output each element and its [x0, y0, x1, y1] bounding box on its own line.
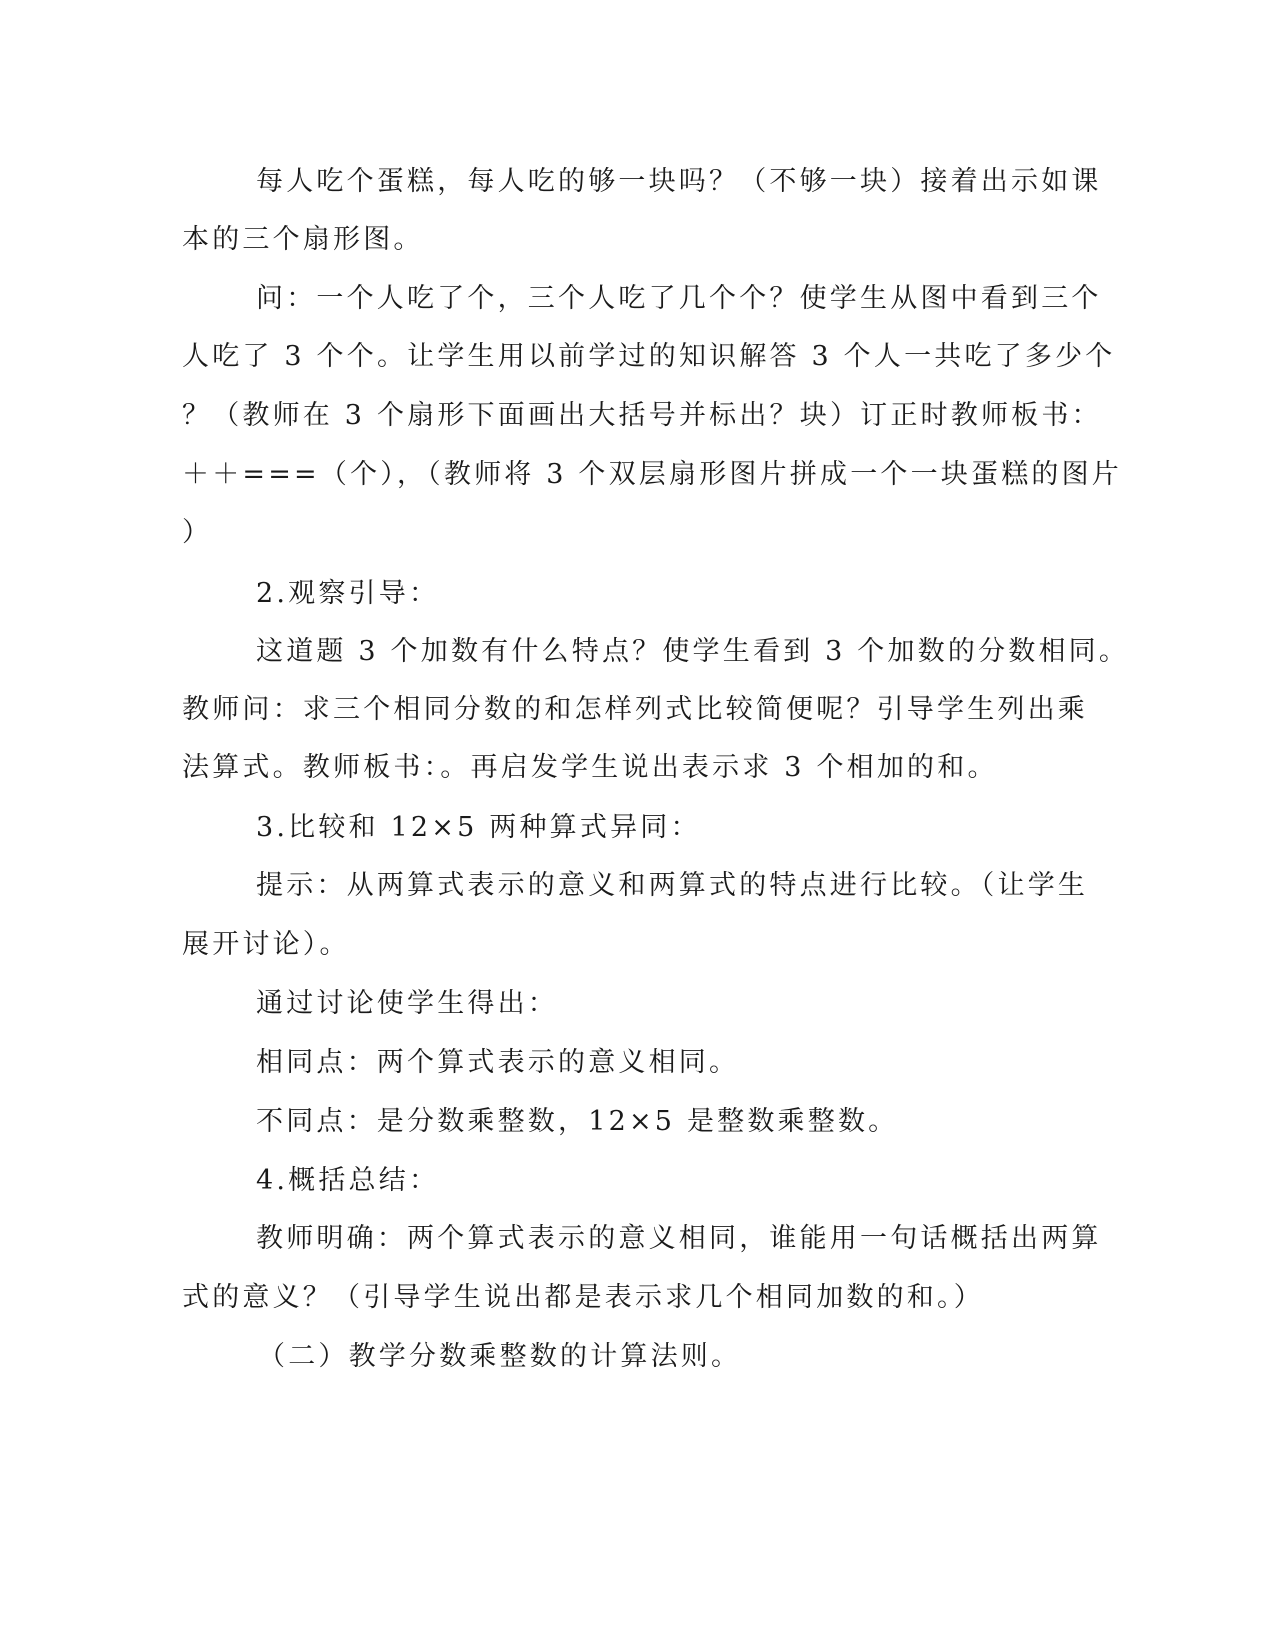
text-line: 这道题 3 个加数有什么特点？使学生看到 3 个加数的分数相同。 — [256, 636, 1130, 667]
text-line: 不同点：是分数乘整数，12×5 是整数乘整数。 — [256, 1106, 899, 1137]
text-line: 人吃了 3 个个。让学生用以前学过的知识解答 3 个人一共吃了多少个 — [182, 341, 1116, 372]
text-line: 每人吃个蛋糕，每人吃的够一块吗？（不够一块）接着出示如课 — [256, 166, 1102, 197]
section-heading: （二）教学分数乘整数的计算法则。 — [258, 1341, 742, 1372]
text-line: 式的意义？（引导学生说出都是表示求几个相同加数的和。） — [182, 1282, 984, 1313]
text-line: 本的三个扇形图。 — [182, 224, 424, 255]
text-line: 教师明确：两个算式表示的意义相同，谁能用一句话概括出两算 — [256, 1223, 1102, 1254]
text-line: 相同点：两个算式表示的意义相同。 — [256, 1047, 740, 1078]
section-heading: 3.比较和 12×5 两种算式异同： — [256, 812, 701, 843]
text-line: ？（教师在 3 个扇形下面画出大括号并标出？块）订正时教师板书： — [182, 400, 1102, 431]
text-line: 通过讨论使学生得出： — [256, 988, 558, 1019]
text-line: 法算式。教师板书：。再启发学生说出表示求 3 个相加的和。 — [182, 752, 998, 783]
text-line: 教师问：求三个相同分数的和怎样列式比较简便呢？引导学生列出乘 — [182, 694, 1088, 725]
section-heading: 4.概括总结： — [256, 1165, 440, 1196]
section-heading: 2.观察引导： — [256, 578, 440, 609]
text-line: ＋＋===（个），（教师将 3 个双层扇形图片拼成一个一块蛋糕的图片 — [182, 459, 1123, 490]
text-line: 提示：从两算式表示的意义和两算式的特点进行比较。（让学生 — [256, 870, 1089, 901]
text-line: 展开讨论）。 — [182, 929, 350, 960]
text-line: 问：一个人吃了个，三个人吃了几个个？使学生从图中看到三个 — [256, 283, 1102, 314]
text-line: ） — [182, 517, 213, 548]
